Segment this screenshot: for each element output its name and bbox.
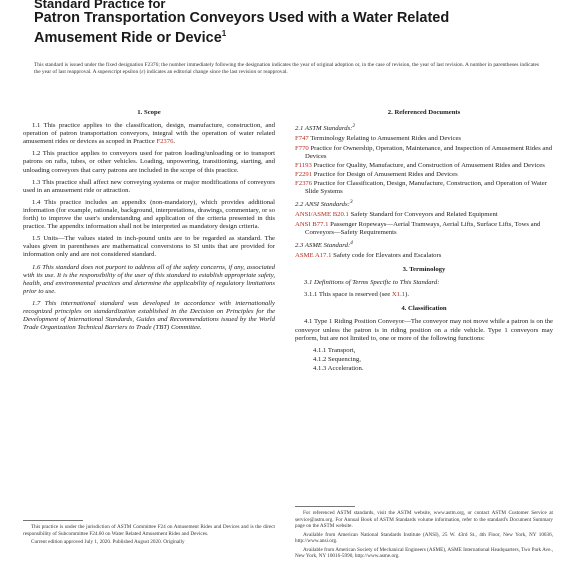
scope-paragraph-1-4: 1.4 This practice includes an appendix (non-mandatory), which provides additional information (for example, rationale, background, interpretations, drawings, commentary, or so forth) to improve the user's understanding and application of the criteria presented in this practice. The appendix information shall not be interpreted as mandatory design criteria. (23, 198, 275, 231)
ref-text: Practice for Design of Amusement Rides and Devices (312, 170, 458, 178)
asme-footnote-marker: 4 (350, 239, 353, 246)
ref-text: Practice for Quality, Manufacture, and Construction of Amusement Rides and Devices (311, 161, 545, 169)
ref-text: Terminology Relating to Amusement Rides and Devices (308, 135, 462, 143)
section-title-scope: 1. Scope (137, 109, 161, 116)
ref-code-link[interactable]: F1193 (295, 161, 312, 169)
scope-paragraph-1-3: 1.3 This practice shall affect new conveying systems or major modifications of conveyors used in an amusement ride or attraction. (23, 178, 275, 194)
footnote-1-edition: Current edition approved July 1, 2020. Published August 2020. Originally (31, 539, 185, 545)
astm-heading-text: 2.1 ASTM Standards: (295, 125, 353, 133)
classification-list-item: 4.1.3 Acceleration. (313, 364, 364, 372)
ref-code-link[interactable]: F747 (295, 135, 309, 143)
scope-1-1-text: 1.1 This practice applies to the classification, design, manufacture, construction, and operation of patron transportation conveyors, integral with the operation of water related amusement rides or devices as scoped in Practice (23, 122, 275, 146)
ref-code-link[interactable]: ASME A17.1 (295, 252, 332, 260)
ref-item (295, 162, 553, 170)
section-terminology (295, 266, 553, 299)
section-classification (295, 305, 553, 373)
ref-text: Passenger Ropeways—Aerial Tramways, Aerial Lifts, Surface Lifts, Tows and Conveyors—Safety Requirements (305, 220, 541, 236)
ref-item (295, 252, 553, 260)
title-line-2-text: Amusement Ride or Device (34, 29, 222, 46)
document-header (34, 0, 544, 46)
ref-code-link[interactable]: F770 (295, 144, 309, 152)
terminology-paragraph-3-1: 3.1 Definitions of Terms Specific to This Standard: (304, 279, 440, 287)
ref-text: Safety Standard for Conveyors and Related Equipment (348, 211, 498, 219)
ref-item (295, 171, 553, 179)
right-column (295, 103, 553, 379)
ref-item (295, 135, 553, 143)
astm-footnote-marker: 2 (352, 123, 356, 130)
ref-code-link[interactable]: F2291 (295, 170, 313, 178)
footnote-3: Available from American National Standards Institute (ANSI), 25 W. 43rd St., 4th Floor, New York, NY 10036, http://www.ansi.org. (295, 531, 553, 544)
ref-code-link[interactable]: ANSI/ASME B20.1 (295, 211, 349, 219)
left-footnotes (23, 520, 275, 548)
section-title-referenced: 2. Referenced Documents (387, 109, 461, 116)
terminology-3-1-1-text: 3.1.1 This space is reserved (see (304, 291, 392, 299)
terminology-3-1-1-end: ). (405, 291, 410, 299)
terminology-x1-link[interactable]: X1.1 (391, 291, 406, 299)
asme-heading-text: 2.3 ASME Standard: (295, 241, 351, 249)
scope-paragraph-1-5: 1.5 Units—The values stated in inch-pound units are to be regarded as standard. The values given in parentheses are mathematical conversions to SI units that are provided for information only and are not considered standard. (23, 235, 275, 259)
footnote-rule-right (295, 506, 355, 507)
ref-code-link[interactable]: F2376 (295, 179, 313, 187)
ref-item (295, 211, 553, 219)
ansi-footnote-marker: 3 (349, 199, 353, 206)
ref-text: Practice for Ownership, Operation, Maintenance, and Inspection of Amusement Rides and Devices (305, 144, 553, 160)
scope-paragraph-1-6: 1.6 This standard does not purport to address all of the safety concerns, if any, associated with its use. It is the responsibility of the user of this standard to establish appropriate safety, health, and environmental practices and determine the applicability of regulatory limitations prior to use. (23, 263, 275, 295)
title-line-1: Patron Transportation Conveyors Used with a Water Related (34, 10, 450, 26)
section-title-classification: 4. Classification (401, 305, 447, 313)
classification-list-item: 4.1.2 Sequencing, (313, 355, 361, 363)
scope-paragraph-1-1 (23, 122, 275, 146)
terminology-paragraph-3-1-1 (295, 291, 553, 299)
asme-standard-heading (295, 239, 553, 250)
ref-code-link[interactable]: ANSI B77.1 (295, 220, 329, 228)
classification-paragraph-4-1: 4.1 Type 1 Riding Position Conveyor—The conveyor may not move while a patron is on the conveyor unless the patron is in riding position on a ride vehicle. Type 1 conveyors may perform, but are not limited to, one or more of the following functions: (295, 318, 553, 342)
designation-preamble: This standard is issued under the fixed designation F2376; the number immediately following the designation indicates the year of original adoption or, in the case of revision, the year of last revision. A number in parentheses indicates the year of last reapproval. A superscript epsilon (ε) indicates an editorial change since the last revision or reapproval. (34, 62, 539, 75)
ansi-standards-heading (295, 198, 553, 209)
footnote-2: For referenced ASTM standards, visit the ASTM website, www.astm.org, or contact ASTM Customer Service at service@astm.org. For Annual Book of ASTM Standards volume information, refer to the standard's Document Summary page on the ASTM website. (295, 510, 553, 529)
ansi-heading-text: 2.2 ANSI Standards: (295, 201, 350, 209)
ref-item (295, 180, 553, 196)
ref-item (295, 145, 553, 161)
scope-1-1-link[interactable]: F2376 (156, 138, 174, 146)
scope-paragraph-1-7: 1.7 This international standard was developed in accordance with internationally recognized principles on standardization established in the Decision on Principles for the Development of International Standards, Guides and Recommendations issued by the World Trade Organization Technical Barriers to Trade (TBT) Committee. (23, 299, 275, 332)
left-column (23, 103, 275, 338)
scope-1-1-end: . (173, 138, 176, 146)
ref-text: Safety code for Elevators and Escalators (331, 252, 442, 260)
section-title-terminology: 3. Terminology (402, 266, 446, 274)
footnote-4: Available from American Society of Mechanical Engineers (ASME), ASME International Headquarters, Two Park Ave., New York, NY 10016-5990, http://www.asme.org. (295, 546, 553, 559)
footnote-1: This practice is under the jurisdiction of ASTM Committee F24 on Amusement Rides and Devices and is the direct responsibility of Subcommittee F24.60 on Water Related Amusement Rides and Devices. (23, 524, 275, 537)
title-footnote-marker: 1 (221, 29, 227, 38)
standard-label: Standard Practice for (34, 0, 166, 11)
title-line-2 (34, 26, 544, 46)
classification-list-item: 4.1.1 Transport, (313, 346, 356, 354)
ref-item (295, 221, 553, 237)
astm-standards-heading (295, 122, 553, 133)
section-referenced-documents (295, 109, 553, 260)
scope-paragraph-1-2: 1.2 This practice applies to conveyors used for patron loading/unloading or to transport patrons on rafts, tubes, or other vehicles. Loading, unpowering, transitioning, starting, and unloading conveyors that carry patrons are included in the scope of this practice. (23, 150, 275, 174)
section-scope (23, 109, 275, 332)
ref-text: Practice for Classification, Design, Manufacture, Construction, and Operation of Water Slide Systems (305, 179, 547, 195)
right-footnotes (295, 506, 553, 562)
footnote-rule-left (23, 520, 83, 521)
